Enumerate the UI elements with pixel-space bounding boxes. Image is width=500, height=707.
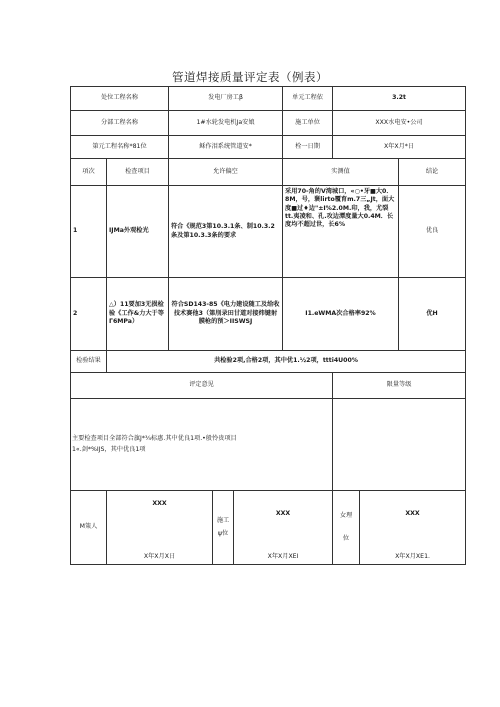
result-row [71, 351, 466, 373]
col-seq: 項次 [71, 159, 107, 186]
construction-unit-label: 施工单位 [283, 111, 333, 136]
opinion-line-2: 1«.剑*%IJS，其中优良1项 [72, 446, 146, 453]
construction-name: XXX [275, 510, 291, 517]
division-project-value: 1#水轮发电机Ja安娘 [169, 111, 283, 136]
header-row-1 [71, 87, 466, 111]
opinion-header: 评定意见 [71, 373, 333, 399]
construction-unit-value: XXX水电安•公司 [333, 111, 466, 136]
row-conclusion: 优H [399, 278, 466, 351]
row-measured: I1.eWMA次合格率92% [283, 278, 399, 351]
responsible-unit-label: M策人 [71, 491, 107, 565]
result-label: 检验结果 [71, 351, 107, 373]
supervision-date: X年X月XE1. [395, 552, 430, 560]
inspection-date-value: X年X月*日 [333, 136, 466, 159]
col-item: 检查项目 [107, 159, 169, 186]
result-text: 共检验2项,合格2项，其中优1.½2项，ttti4U00% [107, 351, 466, 373]
opinion-line-1: 主要检查项目全部符合旗J*¾标惠.其中优良1项.•般怜贵项目 [72, 434, 237, 442]
table-row [71, 186, 466, 278]
supervision-label-line-1: 女理 [339, 512, 353, 520]
unit-project-label: 处位工程名称 [71, 87, 169, 111]
unit-project-no-value: 3.2t [333, 87, 466, 111]
page-title: 管道焊接质量评定表（例表） [172, 70, 328, 84]
column-header-row [71, 159, 466, 186]
table-row [71, 278, 466, 351]
supervision-sign [333, 491, 466, 565]
inspection-date-label: 栓一日期 [283, 136, 333, 159]
opinion-text [71, 399, 333, 491]
row-allow: 符合《规范3第10.3.1条、制10.3.2条及第10.3.3条的要求 [169, 186, 283, 278]
row-seq: 2 [71, 278, 107, 351]
construction-sign-area [233, 491, 332, 564]
element-project-label: 第元工程名称*81位 [71, 136, 169, 159]
header-row-2 [71, 111, 466, 136]
supervision-label [333, 491, 359, 564]
responsible-unit-date: X年X月X日 [143, 552, 176, 560]
row-item: IJMa外观检光 [107, 186, 169, 278]
opinion-header-row [71, 373, 466, 399]
row-conclusion: 优良 [399, 186, 466, 278]
division-project-label: 分部工程名称 [71, 111, 169, 136]
construction-label [213, 491, 233, 564]
responsible-unit-name: XXX [152, 500, 167, 507]
signature-row [71, 491, 466, 565]
responsible-unit-sign [107, 491, 213, 565]
construction-date: X年X月XEI [267, 552, 299, 560]
construction-label-line-2: ψ位 [217, 530, 229, 537]
col-measured: 实测值 [283, 159, 399, 186]
construction-label-line-1: 施工 [216, 516, 230, 524]
opinion-row [71, 399, 466, 491]
grade-header: 限量等级 [333, 373, 466, 399]
row-seq: 1 [71, 186, 107, 278]
supervision-sign-area [359, 491, 465, 564]
col-conclusion: 结论 [399, 159, 466, 186]
row-measured: 采用70-角的V湾城口，«○•牙■大0．8M，号，褒lirto覆育m.7三„Jt，面大度■过♦边"±Ⅰ%2.0M.印，我，尤裂tt.夷凌和、孔.攻边潭度量大0.4M．长度均不超过世，长6% [283, 186, 399, 278]
construction-sign [213, 491, 333, 565]
header-row-3 [71, 136, 466, 159]
evaluation-table [70, 86, 466, 565]
row-allow: 符合SD143-85《电力建设随工及给收技术赛他3（第刖录田甘道对接炜键射膜枪的预＞IISWSJ [169, 278, 283, 351]
unit-project-value: 发电厂房工β [169, 87, 283, 111]
element-project-value: 稣作泪系统管道安* [169, 136, 283, 159]
supervision-label-line-2: 位 [342, 534, 350, 542]
col-allow: 允许偏空 [169, 159, 283, 186]
row-item: △）11要加3无损检验《工作&力大于等Γ6MPa） [107, 278, 169, 351]
supervision-name: XXX [405, 510, 420, 517]
grade-cell [333, 399, 466, 491]
unit-project-no-label: 单元工程依 [283, 87, 333, 111]
